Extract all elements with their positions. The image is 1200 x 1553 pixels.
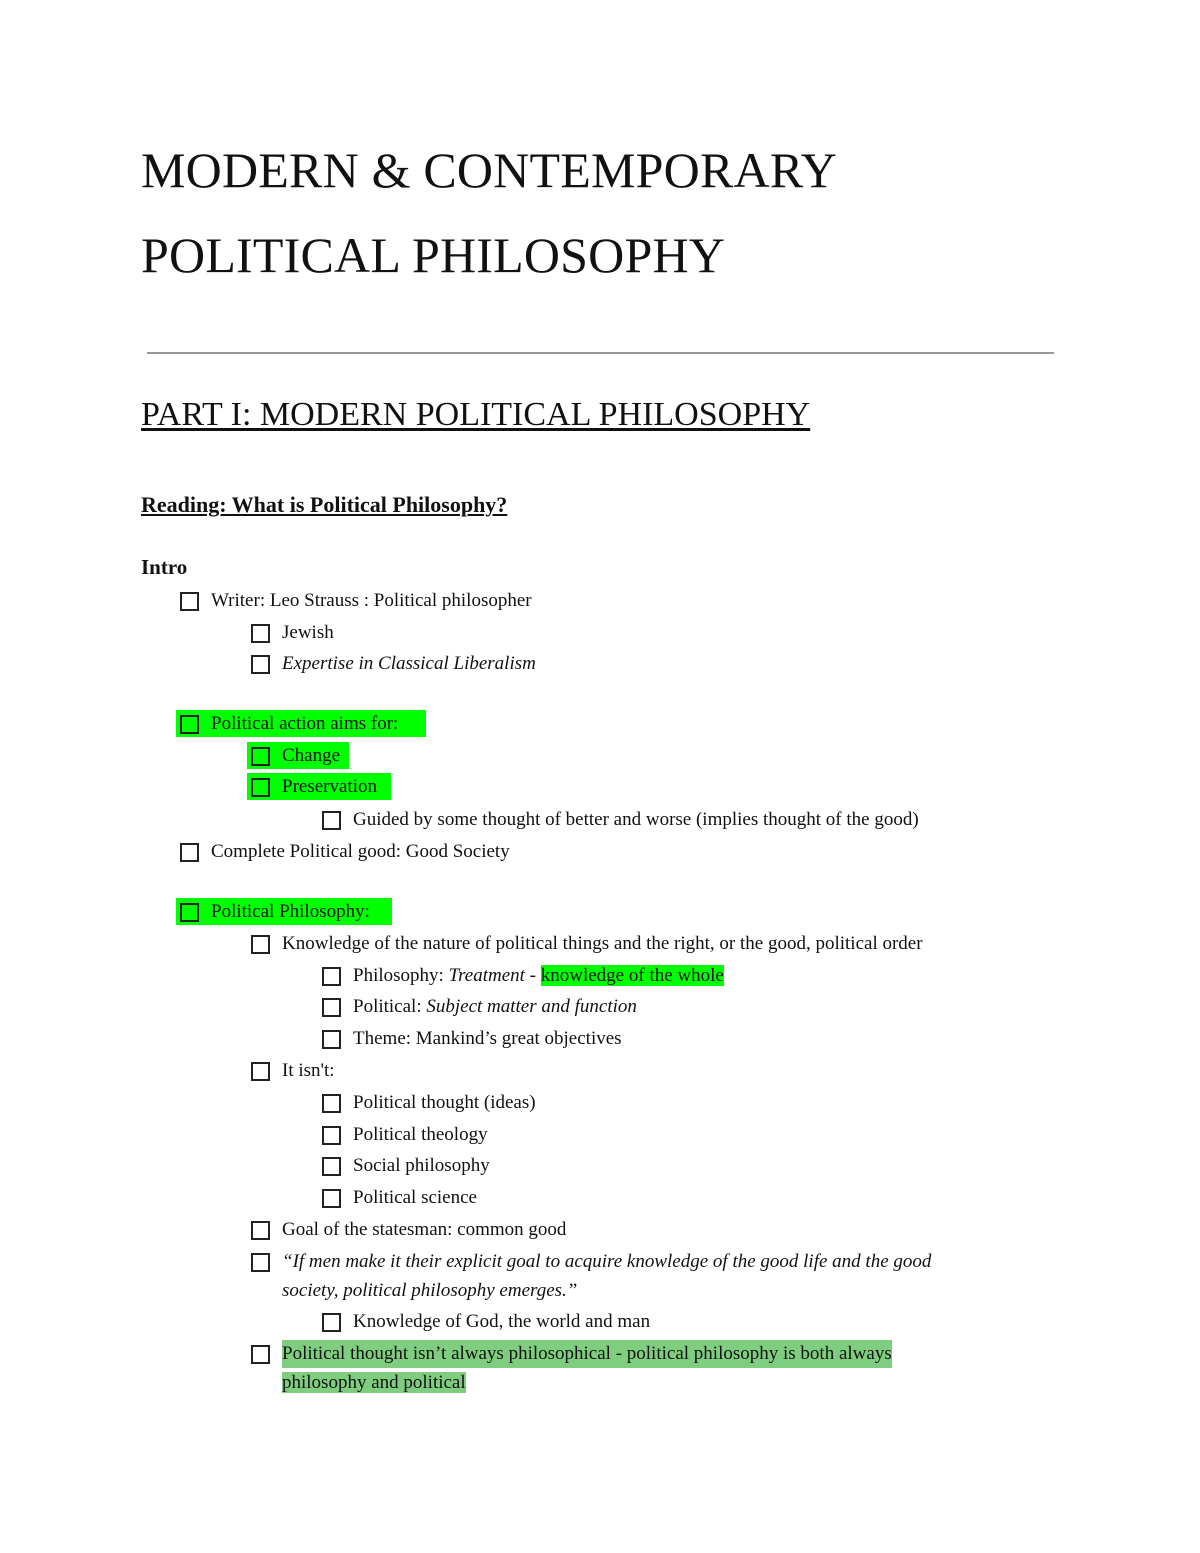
checkbox[interactable]: [322, 1126, 341, 1145]
checkbox[interactable]: [251, 1062, 270, 1081]
title-line-2: POLITICAL PHILOSOPHY: [141, 227, 726, 283]
checkbox[interactable]: [251, 747, 270, 766]
thought-continuation: [282, 1369, 466, 1397]
checkbox[interactable]: [251, 1221, 270, 1240]
checkbox[interactable]: [251, 778, 270, 797]
part-heading: PART I: MODERN POLITICAL PHILOSOPHY: [141, 396, 811, 433]
checkbox[interactable]: [322, 1157, 341, 1176]
checkbox[interactable]: [180, 592, 199, 611]
checkbox[interactable]: [322, 1313, 341, 1332]
reading-heading: Reading: What is Political Philosophy?: [141, 492, 508, 517]
horizontal-rule: [147, 352, 1054, 354]
checkbox[interactable]: [322, 1094, 341, 1113]
checkbox[interactable]: [322, 1030, 341, 1049]
quote-continuation: society, political philosophy emerges.”: [282, 1280, 578, 1301]
checkbox[interactable]: [251, 935, 270, 954]
checkbox[interactable]: [322, 811, 341, 830]
checkbox[interactable]: [251, 1253, 270, 1272]
highlighted-text: knowledge of the whole: [540, 965, 724, 986]
highlighted-text: Political thought isn’t always philosophical - political philosophy is both always: [282, 1340, 892, 1368]
checkbox[interactable]: [180, 843, 199, 862]
checkbox[interactable]: [251, 655, 270, 674]
checkbox[interactable]: [180, 715, 199, 734]
checkbox[interactable]: [322, 1189, 341, 1208]
checkbox[interactable]: [180, 903, 199, 922]
checkbox[interactable]: [251, 1345, 270, 1364]
title-line-1: MODERN & CONTEMPORARY: [141, 142, 837, 198]
intro-heading: Intro: [141, 555, 188, 579]
highlighted-text: philosophy and political: [282, 1372, 466, 1393]
checkbox[interactable]: [322, 998, 341, 1017]
checkbox[interactable]: [251, 624, 270, 643]
checkbox[interactable]: [322, 967, 341, 986]
